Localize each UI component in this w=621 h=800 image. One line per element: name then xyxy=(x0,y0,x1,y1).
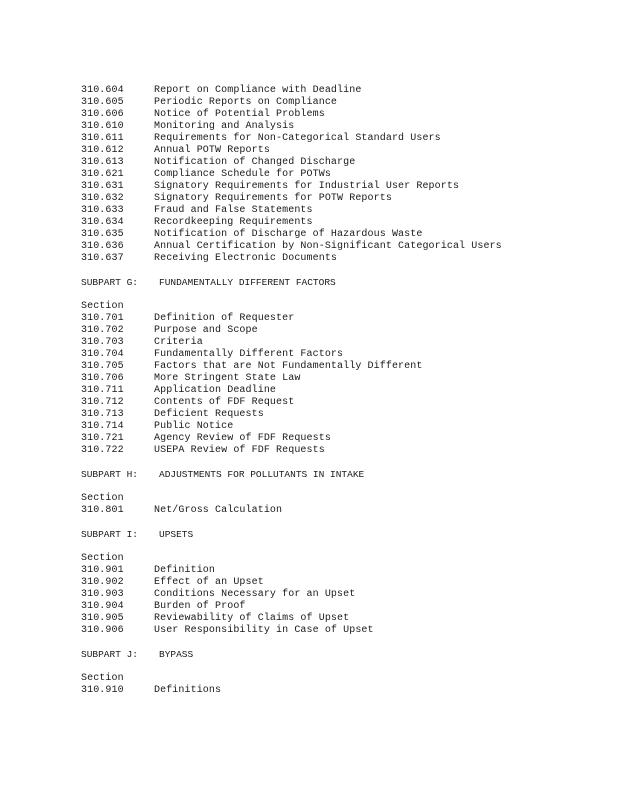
document-page xyxy=(81,85,601,697)
section-title: Conditions Necessary for an Upset xyxy=(154,589,356,600)
section-number: 310.904 xyxy=(81,601,124,612)
section-column-label: Section xyxy=(81,553,124,564)
section-title: Recordkeeping Requirements xyxy=(154,217,313,228)
spacer xyxy=(81,661,601,673)
toc-entry xyxy=(81,385,601,397)
section-number: 310.704 xyxy=(81,349,124,360)
toc-entry xyxy=(81,229,601,241)
section-title: Requirements for Non-Categorical Standard Users xyxy=(154,133,441,144)
toc-entry xyxy=(81,577,601,589)
section-title: Reviewability of Claims of Upset xyxy=(154,613,350,624)
section-title: Fraud and False Statements xyxy=(154,205,313,216)
section-number: 310.902 xyxy=(81,577,124,588)
subpart-title: BYPASS xyxy=(159,649,194,660)
section-title: Deficient Requests xyxy=(154,409,264,420)
section-number: 310.705 xyxy=(81,361,124,372)
subpart-title: UPSETS xyxy=(159,529,194,540)
section-number: 310.801 xyxy=(81,505,124,516)
section-number: 310.606 xyxy=(81,109,124,120)
section-column-label: Section xyxy=(81,493,124,504)
section-number: 310.711 xyxy=(81,385,124,396)
toc-entry xyxy=(81,217,601,229)
section-number: 310.722 xyxy=(81,445,124,456)
toc-entry xyxy=(81,97,601,109)
toc-entry xyxy=(81,85,601,97)
section-number: 310.721 xyxy=(81,433,124,444)
subpart-heading xyxy=(81,649,601,661)
toc-entry xyxy=(81,445,601,457)
toc-entry xyxy=(81,397,601,409)
section-number: 310.631 xyxy=(81,181,124,192)
section-title: Application Deadline xyxy=(154,385,277,396)
toc-entry xyxy=(81,433,601,445)
section-number: 310.635 xyxy=(81,229,124,240)
subpart-heading xyxy=(81,529,601,541)
subpart-title: ADJUSTMENTS FOR POLLUTANTS IN INTAKE xyxy=(159,469,365,480)
section-number: 310.905 xyxy=(81,613,124,624)
section-title: Periodic Reports on Compliance xyxy=(154,97,338,108)
toc-entry xyxy=(81,565,601,577)
subpart-label: SUBPART G: xyxy=(81,277,139,288)
toc-entry xyxy=(81,109,601,121)
toc-entry xyxy=(81,361,601,373)
section-title: Notice of Potential Problems xyxy=(154,109,325,120)
subpart-label: SUBPART I: xyxy=(81,529,139,540)
toc-entry xyxy=(81,613,601,625)
section-column-label: Section xyxy=(81,301,124,312)
section-title: Signatory Requirements for POTW Reports xyxy=(154,193,392,204)
toc-entry xyxy=(81,601,601,613)
section-title: Annual POTW Reports xyxy=(154,145,270,156)
section-number: 310.632 xyxy=(81,193,124,204)
section-title: Notification of Discharge of Hazardous Waste xyxy=(154,229,423,240)
toc-entry xyxy=(81,181,601,193)
subpart-heading xyxy=(81,277,601,289)
section-number: 310.612 xyxy=(81,145,124,156)
section-title: Criteria xyxy=(154,337,203,348)
toc-entry xyxy=(81,325,601,337)
toc-entry xyxy=(81,169,601,181)
toc-entry xyxy=(81,349,601,361)
section-number: 310.706 xyxy=(81,373,124,384)
section-title: Agency Review of FDF Requests xyxy=(154,433,331,444)
toc-entry xyxy=(81,193,601,205)
section-title: Signatory Requirements for Industrial User Reports xyxy=(154,181,460,192)
section-number: 310.701 xyxy=(81,313,124,324)
section-title: Public Notice xyxy=(154,421,234,432)
section-title: Definition xyxy=(154,565,216,576)
section-title: Fundamentally Different Factors xyxy=(154,349,344,360)
section-title: Net/Gross Calculation xyxy=(154,505,283,516)
section-title: More Stringent State Law xyxy=(154,373,301,384)
toc-entry xyxy=(81,157,601,169)
section-title: Compliance Schedule for POTWs xyxy=(154,169,331,180)
section-title: USEPA Review of FDF Requests xyxy=(154,445,325,456)
toc-entry xyxy=(81,145,601,157)
spacer xyxy=(81,481,601,493)
section-number: 310.611 xyxy=(81,133,124,144)
section-column-label: Section xyxy=(81,673,124,684)
section-title: Report on Compliance with Deadline xyxy=(154,85,362,96)
spacer xyxy=(81,457,601,469)
section-title: Purpose and Scope xyxy=(154,325,258,336)
spacer xyxy=(81,541,601,553)
toc-entry xyxy=(81,337,601,349)
toc-entry xyxy=(81,409,601,421)
toc-entry xyxy=(81,253,601,265)
section-title: Burden of Proof xyxy=(154,601,246,612)
toc-entry xyxy=(81,625,601,637)
section-title: Contents of FDF Request xyxy=(154,397,295,408)
section-number: 310.610 xyxy=(81,121,124,132)
section-title: Annual Certification by Non-Significant Categorical Users xyxy=(154,241,502,252)
section-number: 310.906 xyxy=(81,625,124,636)
toc-entry xyxy=(81,121,601,133)
toc-entry xyxy=(81,589,601,601)
toc-entry xyxy=(81,205,601,217)
section-number: 310.621 xyxy=(81,169,124,180)
spacer xyxy=(81,637,601,649)
section-number: 310.702 xyxy=(81,325,124,336)
section-number: 310.712 xyxy=(81,397,124,408)
toc-entry xyxy=(81,421,601,433)
section-number: 310.636 xyxy=(81,241,124,252)
toc-entry xyxy=(81,133,601,145)
section-title: Factors that are Not Fundamentally Different xyxy=(154,361,423,372)
spacer xyxy=(81,265,601,277)
spacer xyxy=(81,289,601,301)
section-title: Definitions xyxy=(154,685,222,696)
section-number: 310.633 xyxy=(81,205,124,216)
section-title: Monitoring and Analysis xyxy=(154,121,295,132)
section-number: 310.605 xyxy=(81,97,124,108)
section-title: User Responsibility in Case of Upset xyxy=(154,625,374,636)
section-number: 310.713 xyxy=(81,409,124,420)
section-title: Effect of an Upset xyxy=(154,577,264,588)
section-number: 310.604 xyxy=(81,85,124,96)
toc-entry xyxy=(81,505,601,517)
section-number: 310.901 xyxy=(81,565,124,576)
section-title: Receiving Electronic Documents xyxy=(154,253,338,264)
section-number: 310.910 xyxy=(81,685,124,696)
section-title: Definition of Requester xyxy=(154,313,295,324)
toc-entry xyxy=(81,373,601,385)
subpart-heading xyxy=(81,469,601,481)
toc-entry xyxy=(81,313,601,325)
subpart-label: SUBPART J: xyxy=(81,649,139,660)
section-number: 310.903 xyxy=(81,589,124,600)
section-number: 310.613 xyxy=(81,157,124,168)
section-number: 310.714 xyxy=(81,421,124,432)
section-number: 310.637 xyxy=(81,253,124,264)
section-number: 310.634 xyxy=(81,217,124,228)
toc-entry xyxy=(81,241,601,253)
toc-entry xyxy=(81,685,601,697)
subpart-title: FUNDAMENTALLY DIFFERENT FACTORS xyxy=(159,277,336,288)
section-number: 310.703 xyxy=(81,337,124,348)
spacer xyxy=(81,517,601,529)
section-title: Notification of Changed Discharge xyxy=(154,157,356,168)
subpart-label: SUBPART H: xyxy=(81,469,139,480)
